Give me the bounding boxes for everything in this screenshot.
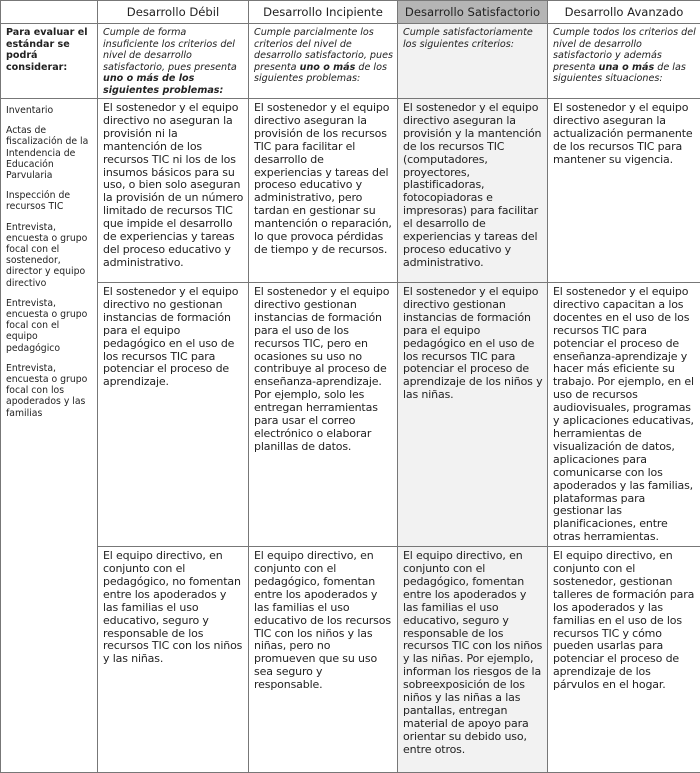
header-debil: Desarrollo Débil [98,1,249,24]
header-satisfactorio: Desarrollo Satisfactorio [398,1,548,24]
header-incipiente: Desarrollo Incipiente [249,1,398,24]
evidence-item: Inventario [6,105,54,116]
cell-satisfactorio: El equipo directivo, en conjunto con el pedagógico, fomentan entre los apoderados y las familias el uso educativo, seguro y responsable de los recursos TIC con los niños y las niñas. Por ejemplo, informan los riesgos de la sobreexposición de los niños y las niñas a las pantallas, entregan material de apoyo para orientar su debido uso, entre otros. [398,547,548,773]
cell-satisfactorio: El sostenedor y el equipo directivo gestionan instancias de formación para el equipo pedagógico en el uso de los recursos TIC para potenciar el proceso de aprendizaje de los niños y las niñas. [398,283,548,547]
cell-debil: El equipo directivo, en conjunto con el pedagógico, no fomentan entre los apoderados y las familias el uso educativo, seguro y responsable de los recursos TIC con los niños y las niñas. [98,547,249,773]
cell-avanzado: El equipo directivo, en conjunto con el sostenedor, gestionan talleres de formación para los apoderados y las familias en el uso de los recursos TIC y cómo pueden usarlas para potenciar el proceso de aprendizaje de los párvulos en el hogar. [548,547,700,773]
lead-label: Para evaluar el estándar se podrá considerar: [1,24,98,99]
header-empty [1,1,98,24]
evidence-item: Actas de fiscalización de la Intendencia de Educación Parvularia [6,125,89,182]
cell-incipiente: El sostenedor y el equipo directivo aseguran la provisión de los recursos TIC para facilitar el desarrollo de experiencias y tareas del proceso educativo y administrativo, pero tardan en gestionar su mantención o reparación, lo que provoca pérdidas de tiempo y de recursos. [249,99,398,283]
intro-satisfactorio: Cumple satisfactoriamente los siguientes criterios: [398,24,548,99]
header-row [1,1,700,24]
table-row [1,99,700,283]
cell-avanzado: El sostenedor y el equipo directivo aseguran la actualización permanente de los recursos TIC para mantener su vigencia. [548,99,700,283]
evidence-item: Entrevista, encuesta o grupo focal con el equipo pedagógico [6,297,88,354]
cell-debil: El sostenedor y el equipo directivo no aseguran la provisión ni la mantención de los recursos TIC ni los de los insumos básicos para su uso, o bien solo aseguran la provisión de un número limitado de recursos TIC que impide el desarrollo de experiencias y tareas del proceso educativo y administrativo. [98,99,249,283]
evidence-item: Inspección de recursos TIC [6,190,71,213]
intro-row [1,24,700,99]
cell-debil: El sostenedor y el equipo directivo no gestionan instancias de formación para el equipo pedagógico en el uso de los recursos TIC para potenciar el proceso de aprendizaje. [98,283,249,547]
cell-satisfactorio: El sostenedor y el equipo directivo aseguran la provisión y la mantención de los recursos TIC (computadores, proyectores, plastificadoras, fotocopiadoras e impresoras) para facilitar el desarrollo de experiencias y tareas del proceso educativo y administrativo. [398,99,548,283]
table-row [1,547,700,773]
cell-incipiente: El equipo directivo, en conjunto con el pedagógico, fomentan entre los apoderados y las familias el uso educativo de los recursos TIC con los niños y las niñas, pero no promueven que su uso sea seguro y responsable. [249,547,398,773]
cell-incipiente: El sostenedor y el equipo directivo gestionan instancias de formación para el uso de los recursos TIC, pero en ocasiones su uso no contribuye al proceso de enseñanza-aprendizaje. Por ejemplo, solo les entregan herramientas para usar el correo electrónico o elaborar planillas de datos. [249,283,398,547]
evidence-item: Entrevista, encuesta o grupo focal con los apoderados y las familias [6,362,88,419]
header-avanzado: Desarrollo Avanzado [548,1,700,24]
cell-avanzado: El sostenedor y el equipo directivo capacitan a los docentes en el uso de los recursos TIC para potenciar el proceso de enseñanza-aprendizaje y hacer más eficiente su trabajo. Por ejemplo, en el uso de recursos audiovisuales, programas y aplicaciones educativas, herramientas de visualización de datos, aplicaciones para comunicarse con los apoderados y las familias, plataformas para gestionar las planificaciones, entre otras herramientas. [548,283,700,547]
intro-debil: Cumple de forma insuficiente los criterios del nivel de desarrollo satisfactorio, pues presenta uno o más de los siguientes problemas: [98,24,249,99]
intro-avanzado: Cumple todos los criterios del nivel de desarrollo satisfactorio y además presenta una o más de las siguientes situaciones: [548,24,700,99]
table-row [1,283,700,547]
evidence-item: Entrevista, encuesta o grupo focal con el sostenedor, director y equipo directivo [6,221,88,289]
evidence-list [1,99,98,773]
intro-incipiente: Cumple parcialmente los criterios del nivel de desarrollo satisfactorio, pues presenta uno o más de los siguientes problemas: [249,24,398,99]
